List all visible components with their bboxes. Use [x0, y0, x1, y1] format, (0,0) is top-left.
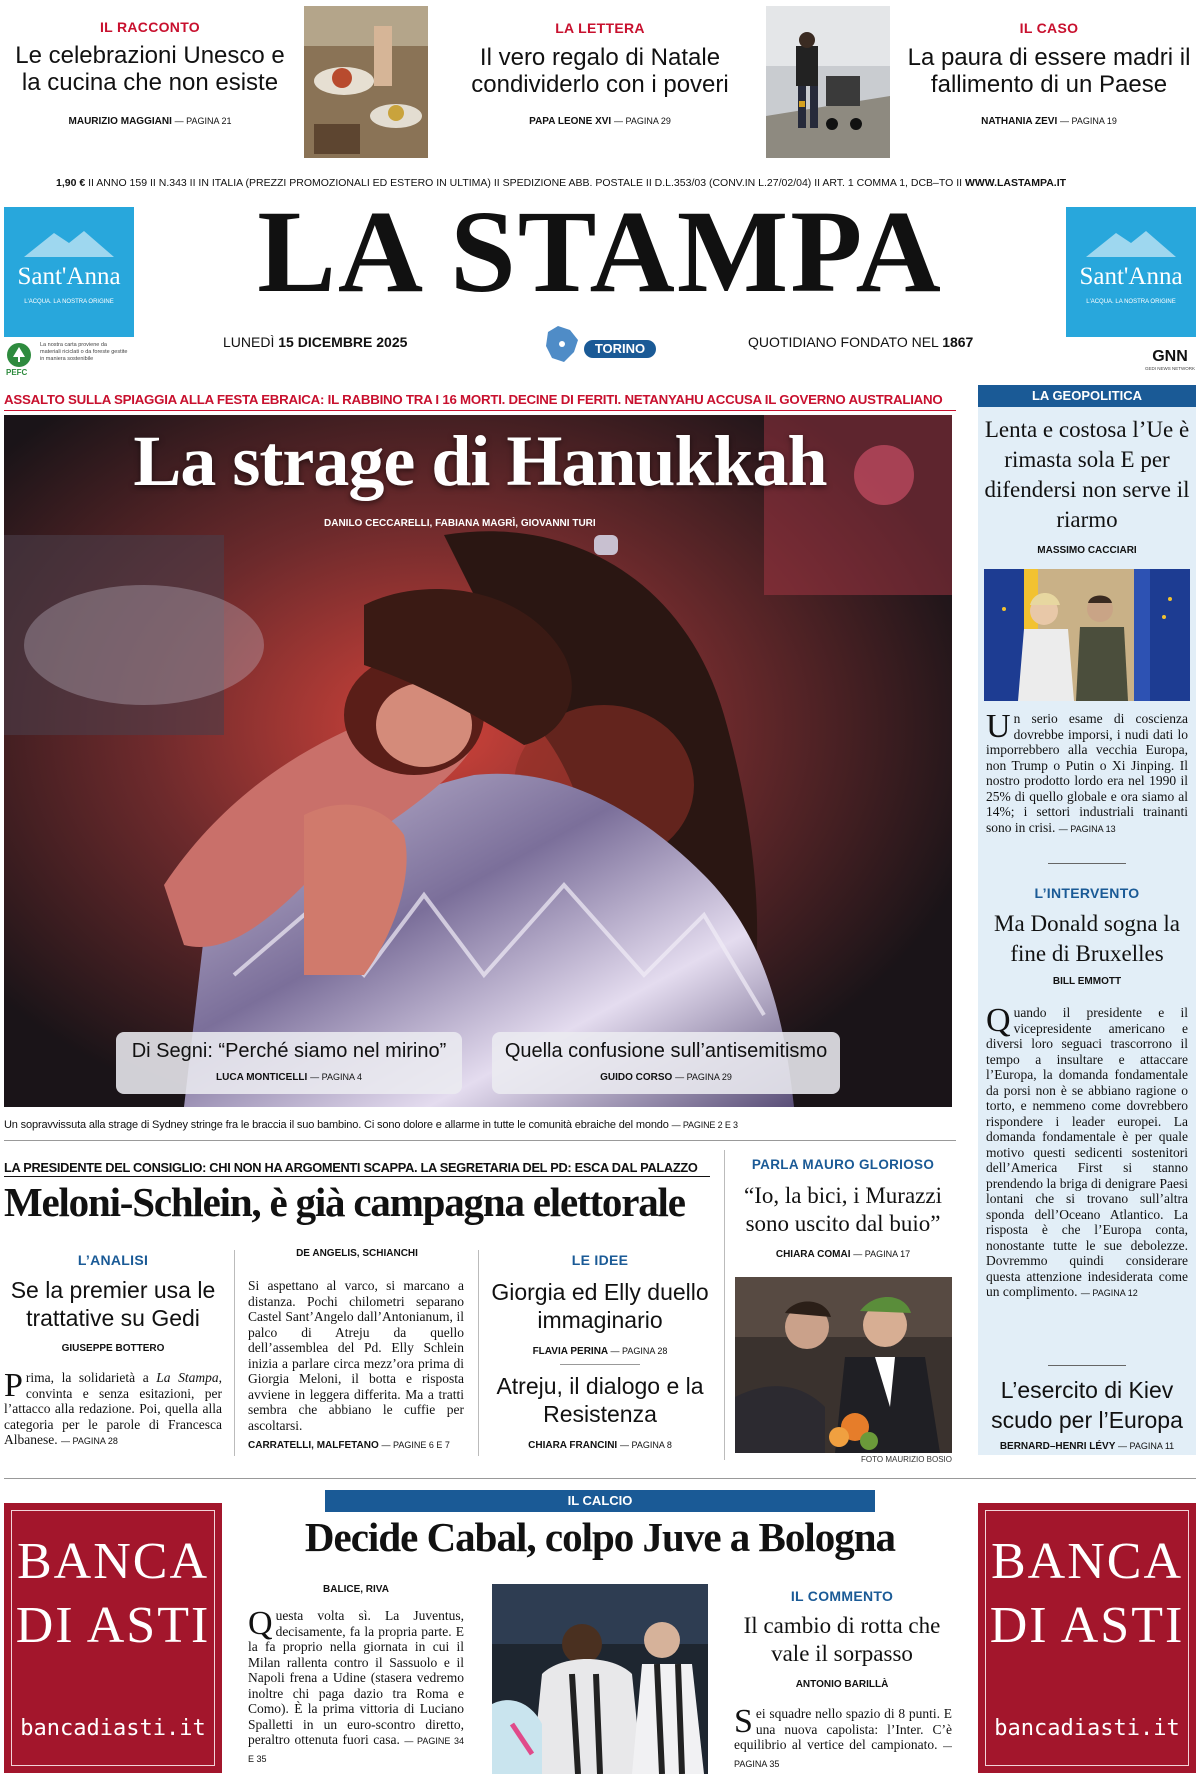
sport-photo[interactable]: [492, 1584, 708, 1774]
teaser-photo-food: [304, 6, 428, 158]
teaser-byline: [898, 116, 1200, 127]
sidebar-rule: [1048, 863, 1126, 864]
bank-ad-left[interactable]: [4, 1503, 222, 1773]
lead-box-segni[interactable]: [116, 1032, 462, 1094]
price: 1,90 €: [56, 177, 86, 189]
ideas1-title[interactable]: Giorgia ed Elly duello immaginario: [491, 1279, 709, 1333]
santanna-ad-left[interactable]: [4, 207, 134, 337]
bank-url: bancadiasti.it: [20, 1716, 206, 1741]
sidebar-photo[interactable]: [984, 569, 1190, 701]
top-teaser-1[interactable]: [0, 0, 300, 140]
teaser-kicker: IL RACCONTO: [99, 19, 200, 35]
ad-brand: Sant'Anna: [17, 263, 121, 290]
box-title: Di Segni: “Perché siamo nel mirino”: [131, 1040, 447, 1062]
teaser-page: — PAGINA 29: [613, 116, 671, 126]
sidebar-kicker2: L’INTERVENTO: [1034, 885, 1140, 901]
santanna-ad-right[interactable]: [1066, 207, 1196, 337]
gnn-note: GEDI NEWS NETWORK: [1144, 366, 1195, 371]
comment-kicker: IL COMMENTO: [790, 1588, 894, 1604]
sidebar-author2: BILL EMMOTT: [1052, 976, 1122, 987]
bank-ad-right[interactable]: [978, 1503, 1196, 1773]
pefc-note: La nostra carta proviene da materiali riciclati o da foreste gestite in maniera sostenibile: [40, 342, 128, 362]
top-teaser-3[interactable]: [898, 0, 1200, 140]
ad-tagline: L'ACQUA. LA NOSTRA ORIGINE: [24, 299, 114, 305]
analysis-text: [4, 1367, 223, 1450]
box-title: Quella confusione sull’antisemitismo: [504, 1040, 828, 1062]
box-page: — PAGINA 4: [310, 1072, 362, 1082]
comment-page: — PAGINA 35: [734, 1741, 952, 1769]
glorioso-kicker: PARLA MAURO GLORIOSO: [751, 1157, 935, 1172]
center-text: Si aspettano al varco, si marcano a distanza. Pochi chilometri separano Castel Sant’Angelo dall’Antonianum, il palco di Atreju da quello dell’assemblea del Pd. Elly Schlein inizia a parlare circa mezz’ora prima di Giorgia Meloni, il botta e risposta avviene in leggera differita. Ma a tratti sembra che abbiano le cuffie per ascoltarsi.: [248, 1278, 464, 1433]
column-rule: [724, 1150, 725, 1460]
ideas2-byline: [484, 1440, 716, 1451]
teaser-kicker: LA LETTERA: [555, 20, 645, 36]
sidebar-title2[interactable]: Ma Donald sogna la fine di Bruxelles: [994, 911, 1180, 966]
lead-authors: DANILO CECCARELLI, FABIANA MAGRÌ, GIOVANNI TURI: [324, 518, 596, 529]
masthead-title: LA STAMPA: [257, 186, 943, 317]
sidebar-kicker-bar: [978, 385, 1196, 407]
date: 15 DICEMBRE 2025: [278, 334, 408, 350]
lead-caption: [4, 1119, 956, 1131]
glorioso-page: — PAGINA 17: [853, 1249, 911, 1259]
sport-text: [248, 1605, 465, 1767]
piedmont-map-icon: [540, 322, 584, 366]
comment-title[interactable]: Il cambio di rotta che vale il sorpasso: [743, 1613, 941, 1666]
glorioso-author: CHIARA COMAI: [775, 1249, 851, 1260]
teaser-kicker: IL CASO: [1019, 20, 1079, 36]
column-rule: [478, 1250, 479, 1456]
sidebar-author3: BERNARD–HENRI LÉVY: [999, 1441, 1116, 1452]
lead-strap: ASSALTO SULLA SPIAGGIA ALLA FESTA EBRAICA: IL RABBINO TRA I 16 MORTI. DECINE DI FERITI. NETANYAHU ACCUSA IL GOVERNO AUSTRALIANO: [4, 392, 943, 407]
comment-author: ANTONIO BARILLÀ: [795, 1679, 889, 1690]
website-link[interactable]: WWW.LASTAMPA.IT: [964, 177, 1067, 189]
bank-line2: DI ASTI: [15, 1597, 211, 1654]
teaser-page: — PAGINA 21: [174, 116, 232, 126]
founded-prefix: QUOTIDIANO FONDATO NEL: [748, 334, 939, 350]
teaser-author: NATHANIA ZEVI: [981, 116, 1058, 127]
lead-headline[interactable]: La strage di Hanukkah: [133, 421, 827, 501]
ideas2-author: CHIARA FRANCINI: [528, 1440, 618, 1451]
bank-line1: BANCA: [990, 1533, 1184, 1590]
founded-year: 1867: [942, 334, 974, 350]
founded-line: [748, 334, 973, 350]
teaser-author: MAURIZIO MAGGIANI: [68, 116, 172, 127]
politics-rule: [4, 1176, 710, 1177]
pefc-label: PEFC: [6, 368, 28, 377]
comment-text: [734, 1703, 952, 1772]
publication-details: II ANNO 159 II N.343 II IN ITALIA (PREZZI PROMOZIONALI ED ESTERO IN ULTIMA) II SPEDIZIONE ABB. POSTALE II D.L.353/03 (CONV.IN L.27/02/04) II ART. 1 COMMA 1, DCB–TO II: [88, 177, 963, 189]
sport-page: — PAGINE 34 E 35: [248, 1736, 465, 1764]
sport-headline[interactable]: Decide Cabal, colpo Juve a Bologna: [304, 1514, 896, 1560]
sidebar-author: MASSIMO CACCIARI: [1037, 545, 1137, 556]
sidebar: [978, 385, 1196, 1455]
ideas1-author: FLAVIA PERINA: [532, 1346, 608, 1357]
teaser-title: Il vero regalo di Natale condividerlo con i poveri: [471, 44, 729, 98]
lead-rule: [4, 410, 956, 411]
sidebar-text: [986, 708, 1188, 837]
ideas-kicker: LE IDEE: [571, 1252, 629, 1268]
sidebar-text2: [986, 1002, 1188, 1302]
center-page: — PAGINE 6 E 7: [381, 1440, 450, 1450]
ideas1-byline: [484, 1346, 716, 1357]
teaser-author: PAPA LEONE XVI: [529, 116, 612, 127]
ad-brand: Sant'Anna: [1079, 263, 1183, 290]
analysis-text-b: , convinta e senza esitazioni, per l’attacco alla redazione. Poi, quella alla categoria per le parole di Francesca Albanese.: [4, 1370, 223, 1447]
glorioso-photo-credit: FOTO MAURIZIO BOSIO: [861, 1455, 952, 1464]
box-page: — PAGINA 29: [675, 1072, 732, 1082]
politics-headline[interactable]: Meloni-Schlein, è già campagna elettorale: [4, 1179, 685, 1225]
center-author: CARRATELLI, MALFETANO: [248, 1440, 379, 1451]
pefc-tree-icon: [6, 342, 32, 368]
ad-tagline: L'ACQUA. LA NOSTRA ORIGINE: [1086, 299, 1176, 305]
gnn-logo: [1144, 348, 1196, 371]
teaser-page: — PAGINA 19: [1060, 116, 1117, 126]
ideas1-page: — PAGINA 28: [610, 1346, 668, 1356]
box-byline: [492, 1072, 840, 1083]
date-line: [223, 334, 407, 350]
mountain-icon: [4, 227, 134, 257]
teaser-photo-mother: [766, 6, 890, 158]
date-prefix: LUNEDÌ: [223, 334, 275, 350]
center-byline: DE ANGELIS, SCHIANCHI: [296, 1248, 418, 1259]
box-author: LUCA MONTICELLI: [216, 1072, 308, 1083]
bank-line1: BANCA: [16, 1533, 210, 1590]
comment-text-body: Sei squadre nello spazio di 8 punti. E una nuova capolista: l’Inter. C’è equilibrio al vertice del campionato.: [734, 1703, 952, 1752]
mountain-icon: [1066, 227, 1196, 257]
gnn-label: GNN: [1152, 348, 1188, 365]
sidebar-page: — PAGINA 13: [1058, 823, 1116, 834]
sidebar-text2-body: Quando il presidente e il vicepresidente americano e diversi loro seguaci trascorrono il tempo a insultare e attaccare l’Europa, la domanda fondamentale da porsi non è se abbiano ragione o torto, e nemmeno come dovrebbero rispondere i leader europei. La domanda fondamentale è per quale motivo questi sedicenti sostenitori dell’America First si stanno prendendo la briga di denigrare Paesi lontani che si trovano sull’altra sponda dell’Oceano Atlantico. La risposta è che l’Europa conta, nonostante tutte le sue debolezze. Dovremmo quindi considerare questa attenzione indesiderata come un complimento.: [986, 1002, 1188, 1299]
caption-text: Un sopravvissuta alla strage di Sydney stringe fra le braccia il suo bambino. Ci sono dolore e allarme in tutte le comunità ebraiche del mondo: [4, 1119, 669, 1131]
edition-label: TORINO: [594, 341, 646, 356]
sidebar-rule: [1048, 1365, 1126, 1366]
analysis-text-em: La Stampa: [156, 1370, 219, 1385]
ideas2-title[interactable]: Atreju, il dialogo e la Resistenza: [496, 1373, 704, 1427]
teaser-byline: [432, 116, 768, 127]
pefc-logo: [6, 342, 126, 378]
bottom-rule: [4, 1478, 1196, 1479]
sidebar-title3[interactable]: L’esercito di Kiev scudo per l’Europa: [991, 1377, 1183, 1433]
analysis-title[interactable]: Se la premier usa le trattative su Gedi: [10, 1277, 216, 1331]
ideas2-page: — PAGINA 8: [620, 1440, 672, 1450]
sport-kicker: IL CALCIO: [567, 1493, 633, 1508]
caption-page: — PAGINE 2 E 3: [671, 1120, 738, 1130]
sport-kicker-bar: [325, 1490, 875, 1512]
analysis-text-a: Prima, la solidarietà a: [4, 1367, 149, 1404]
glorioso-title[interactable]: “Io, la bici, i Murazzi sono uscito dal buio”: [744, 1183, 942, 1236]
sidebar-text-body: Un serio esame di coscienza dovrebbe imporsi, i nudi dati lo imporrebbero alla vecchia Europa, non Trump o Putin o Xi Jinping. Il nostro prodotto lordo era nel 1990 il 25% di quello globale e ora siamo al 14%; i settori industriali trainanti sono in crisi.: [986, 708, 1188, 835]
analysis-page: — PAGINA 28: [60, 1436, 118, 1446]
analysis-author: GIUSEPPE BOTTERO: [61, 1343, 165, 1354]
teaser-byline: [0, 116, 300, 127]
sidebar-page2: — PAGINA 12: [1080, 1288, 1138, 1298]
sidebar-page3: — PAGINA 11: [1117, 1441, 1175, 1451]
glorioso-photo[interactable]: [735, 1277, 952, 1453]
sidebar-byline3: [978, 1441, 1196, 1452]
sport-byline: BALICE, RIVA: [323, 1584, 389, 1595]
section-rule: [4, 1140, 956, 1141]
ideas-rule: [560, 1364, 640, 1365]
bank-line2: DI ASTI: [989, 1597, 1185, 1654]
sidebar-kicker: LA GEOPOLITICA: [1031, 388, 1143, 403]
box-byline: [116, 1072, 462, 1083]
teaser-title: Le celebrazioni Unesco e la cucina che non esiste: [15, 42, 285, 96]
lead-box-antisemitismo[interactable]: [492, 1032, 840, 1094]
analysis-kicker: L’ANALISI: [77, 1252, 149, 1268]
top-teaser-2[interactable]: [432, 0, 768, 140]
bank-url: bancadiasti.it: [994, 1716, 1180, 1741]
glorioso-byline: [730, 1249, 956, 1260]
column-rule: [234, 1250, 235, 1456]
politics-strap: LA PRESIDENTE DEL CONSIGLIO: CHI NON HA ARGOMENTI SCAPPA. LA SEGRETARIA DEL PD: ESCA DAL PALAZZO: [4, 1160, 698, 1175]
sidebar-title[interactable]: Lenta e costosa l’Ue è rimasta sola E per difendersi non serve il riarmo: [984, 417, 1190, 532]
teaser-title: La paura di essere madri il fallimento di un Paese: [907, 44, 1191, 98]
center-author-line: [248, 1440, 474, 1451]
sport-text-body: Questa volta sì. La Juventus, decisamente, fa la propria parte. E la fa proprio nella giornata in cui il Milan rallenta contro il Sassuolo e il Napoli frena a Udine (stasera vedremo inoltre chi paga dazio tra Roma e Como). È la prima vittoria di Luciano Spalletti in un euro-scontro diretto, peraltro ottenuta fuori casa.: [248, 1605, 464, 1747]
box-author: GUIDO CORSO: [600, 1072, 673, 1083]
edition-badge[interactable]: [584, 340, 656, 358]
